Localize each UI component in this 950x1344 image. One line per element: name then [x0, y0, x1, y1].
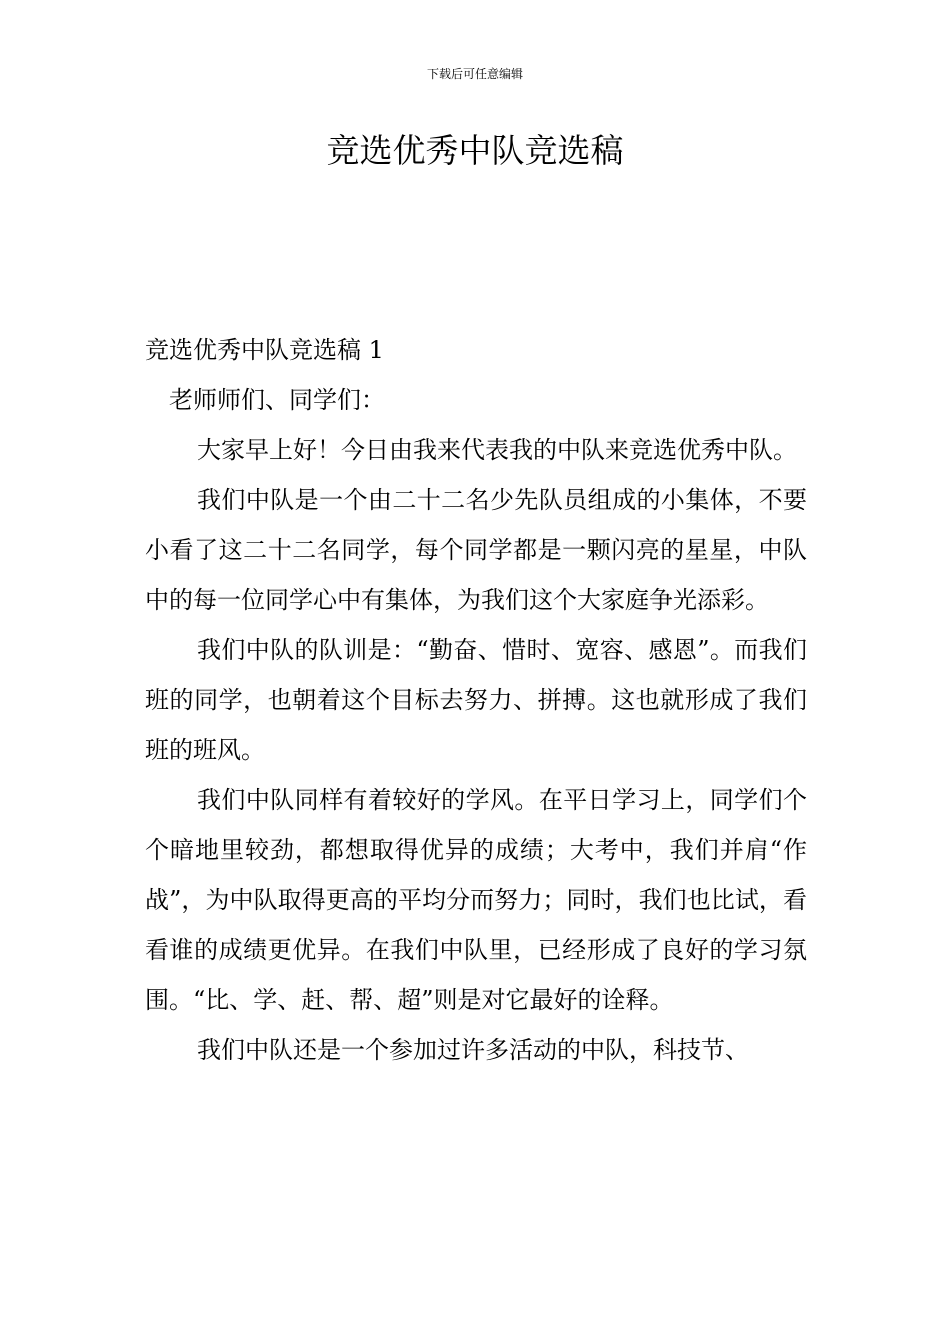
- document-title: 竞选优秀中队竞选稿: [326, 131, 624, 170]
- paragraph-3: 我们中队的队训是：“勤奋、惜时、宽容、感恩”。而我们班的同学，也朝着这个目标去努力、拼搏。这也就形成了我们班的班风。: [145, 636, 807, 764]
- paragraph-2: 我们中队是一个由二十二名少先队员组成的小集体，不要小看了这二十二名同学，每个同学都是一颗闪亮的星星，中队中的每一位同学心中有集体，为我们这个大家庭争光添彩。: [145, 486, 807, 614]
- salutation: 老师师们、同学们：: [169, 386, 385, 414]
- section-heading: 竞选优秀中队竞选稿 1: [145, 336, 384, 364]
- paragraph-4: 我们中队同样有着较好的学风。在平日学习上，同学们个个暗地里较劲，都想取得优异的成绩；大考中，我们并肩“作战”，为中队取得更高的平均分而努力；同时，我们也比试，看看谁的成绩更优异。在我们中队里，已经形成了良好的学习氛围。“比、学、赶、帮、超”则是对它最好的诠释。: [145, 786, 807, 1014]
- paragraph-5: 我们中队还是一个参加过许多活动的中队，科技节、: [197, 1036, 749, 1064]
- paragraph-1: 大家早上好！今日由我来代表我的中队来竞选优秀中队。: [197, 436, 797, 464]
- header-note: 下载后可任意编辑: [426, 67, 523, 81]
- document-body: [145, 325, 807, 1075]
